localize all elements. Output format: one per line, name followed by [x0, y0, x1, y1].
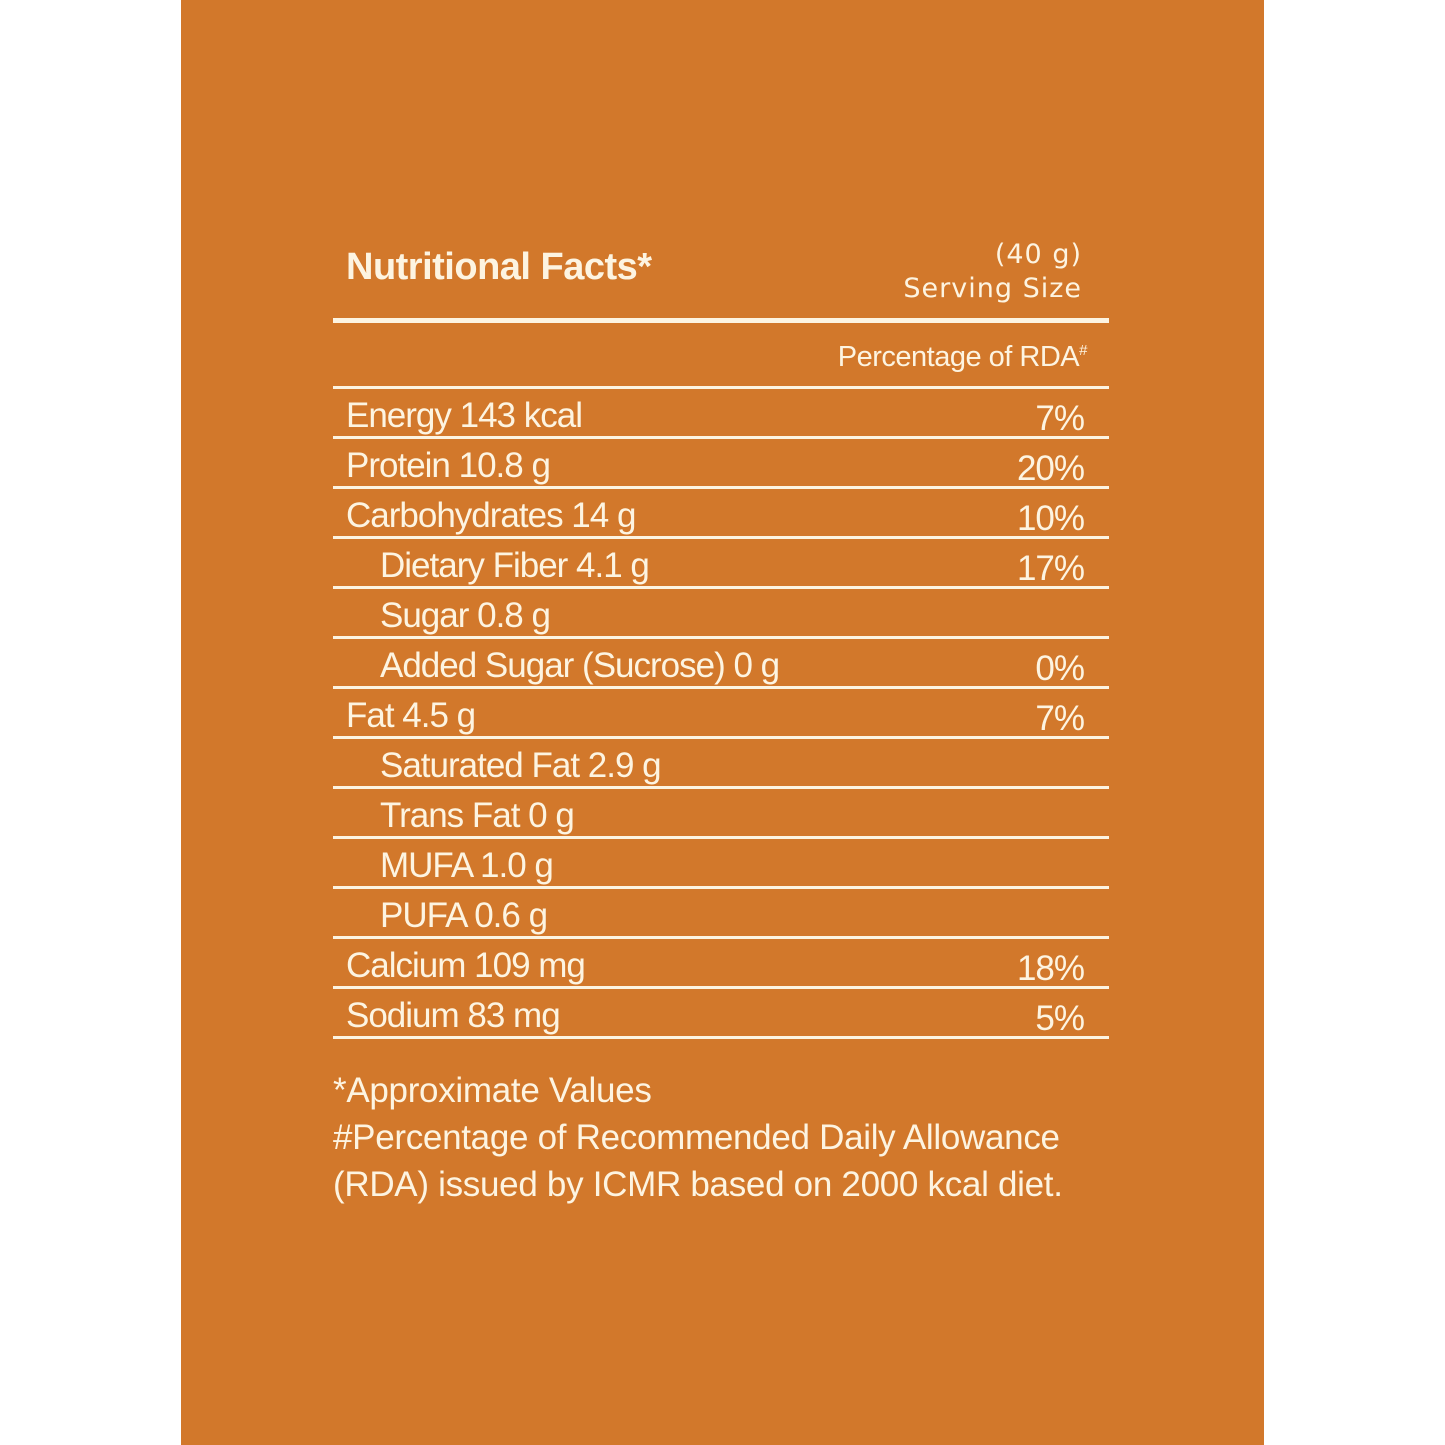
rda-column-header: [333, 323, 1109, 389]
footnote-line: #Percentage of Recommended Daily Allowance: [333, 1118, 1060, 1157]
nutrient-row: [333, 439, 1109, 489]
nutrient-row: [333, 689, 1109, 739]
nutrient-rda-percent: 18%: [1016, 949, 1084, 988]
nutrient-rda-percent: 10%: [1016, 499, 1084, 538]
nutrient-name: PUFA 0.6 g: [380, 896, 548, 935]
nutrient-name: Carbohydrates 14 g: [346, 496, 636, 535]
nutrition-facts-label: [333, 230, 1109, 1208]
nutrient-rda-percent: 20%: [1016, 449, 1084, 488]
footnote-line: (RDA) issued by ICMR based on 2000 kcal diet.: [333, 1165, 1063, 1204]
serving-size: [903, 238, 1082, 306]
nutrient-row: [333, 639, 1109, 689]
nutrient-row: [333, 589, 1109, 639]
nutrient-row: [333, 839, 1109, 889]
label-title: Nutritional Facts*: [346, 246, 652, 288]
serving-amount: (40 g): [994, 239, 1082, 270]
serving-label: Serving Size: [903, 273, 1082, 304]
nutrient-rda-percent: 5%: [1035, 999, 1084, 1038]
nutrient-name: Fat 4.5 g: [346, 696, 476, 735]
nutrient-list: [333, 389, 1109, 1039]
nutrient-rda-percent: 7%: [1035, 699, 1084, 738]
nutrient-name: Trans Fat 0 g: [380, 796, 574, 835]
nutrient-name: Sugar 0.8 g: [380, 596, 550, 635]
nutrient-row: [333, 539, 1109, 589]
label-header: [333, 230, 1109, 318]
rda-header-mark: #: [1079, 342, 1087, 359]
nutrient-row: [333, 939, 1109, 989]
nutrient-name: Dietary Fiber 4.1 g: [380, 546, 649, 585]
nutrient-rda-percent: 0%: [1035, 649, 1084, 688]
nutrient-name: Added Sugar (Sucrose) 0 g: [380, 646, 780, 685]
nutrient-name: Protein 10.8 g: [346, 446, 550, 485]
nutrient-name: Energy 143 kcal: [346, 396, 582, 435]
nutrient-row: [333, 989, 1109, 1039]
nutrient-name: Sodium 83 mg: [346, 996, 560, 1035]
nutrient-row: [333, 389, 1109, 439]
nutrient-row: [333, 739, 1109, 789]
footnotes: [333, 1067, 1109, 1208]
footnote-line: *Approximate Values: [333, 1071, 652, 1110]
nutrient-row: [333, 889, 1109, 939]
nutrient-row: [333, 489, 1109, 539]
nutrient-rda-percent: 17%: [1016, 549, 1084, 588]
nutrient-name: Calcium 109 mg: [346, 946, 585, 985]
nutrient-name: MUFA 1.0 g: [380, 846, 553, 885]
nutrient-rda-percent: 7%: [1035, 399, 1084, 438]
nutrient-name: Saturated Fat 2.9 g: [380, 746, 661, 785]
rda-header-text: Percentage of RDA#: [837, 341, 1087, 373]
nutrient-row: [333, 789, 1109, 839]
